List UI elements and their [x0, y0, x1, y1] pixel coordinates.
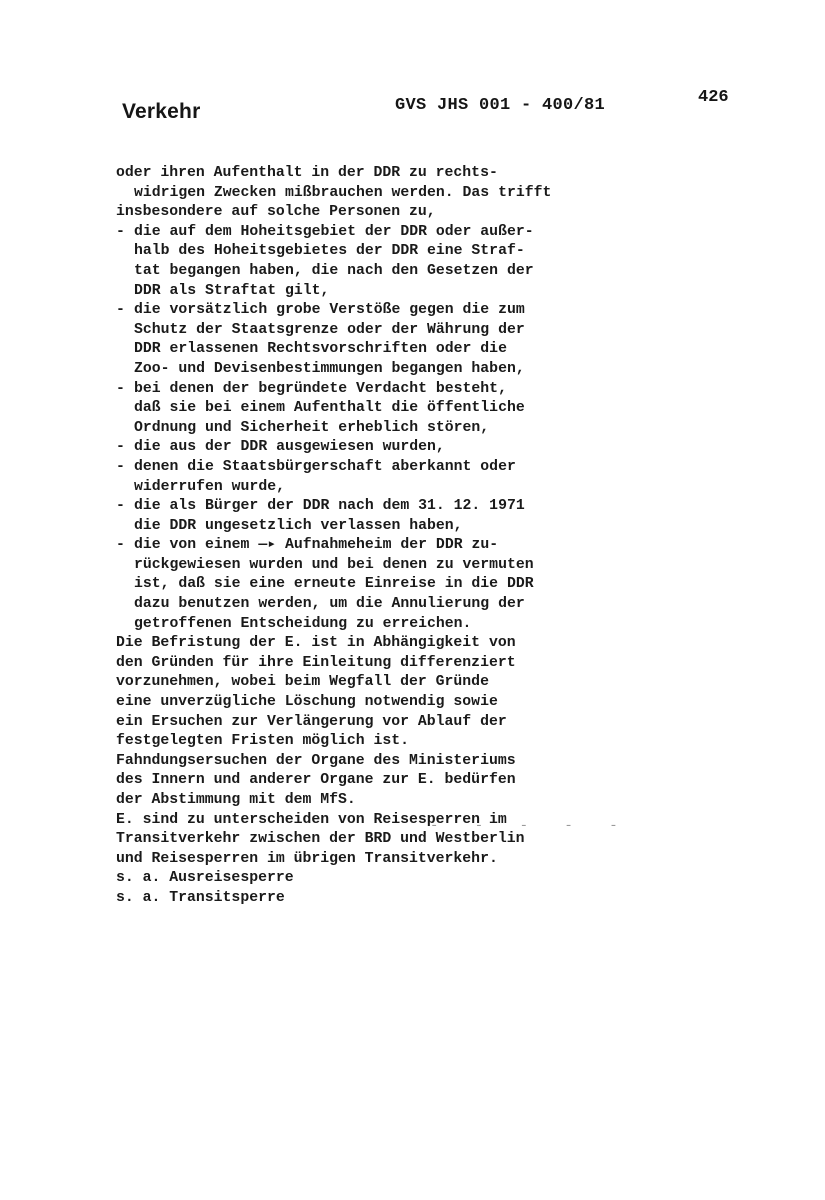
list-item-text: die vorsätzlich grobe Verstöße gegen die zum [134, 302, 525, 319]
text-line: Transitverkehr zwischen der BRD und Westberlin [116, 831, 525, 848]
text-line: festgelegten Fristen möglich ist. [116, 733, 410, 750]
text-line: der Abstimmung mit dem MfS. [116, 792, 356, 808]
text-line: getroffenen Entscheidung zu erreichen. [134, 615, 472, 632]
list-item [116, 536, 596, 556]
text-line: insbesondere auf solche Personen zu, [116, 204, 436, 221]
section-title: Verkehr [122, 100, 201, 123]
see-also-reference: s. a. Transitsperre [116, 889, 285, 906]
bullet-dash: - [116, 223, 125, 240]
text-line: dazu benutzen werden, um die Annulierung der [134, 596, 525, 613]
list-item [116, 301, 596, 321]
bullet-dash: - [116, 458, 125, 475]
text-line: Zoo- und Devisenbestimmungen begangen haben, [134, 360, 525, 377]
text-line: tat begangen haben, die nach den Gesetzen der [134, 262, 534, 279]
list-item [116, 380, 596, 400]
text-line: Die Befristung der E. ist in Abhängigkeit von [116, 635, 516, 652]
see-also-reference: s. a. Ausreisesperre [116, 870, 294, 887]
text-line: oder ihren Aufenthalt in der DDR zu rechts- [116, 165, 498, 181]
text-line: den Gründen für ihre Einleitung differenziert [116, 654, 516, 671]
text-line: vorzunehmen, wobei beim Wegfall der Gründe [116, 674, 489, 691]
text-line: eine unverzügliche Löschung notwendig sowie [116, 694, 498, 711]
list-item-text: die von einem —▸ Aufnahmeheim der DDR zu- [134, 537, 499, 554]
list-item-text: die als Bürger der DDR nach dem 31. 12. 1971 [134, 498, 525, 515]
text-line: ist, daß sie eine erneute Einreise in die DDR [134, 576, 534, 593]
bullet-dash: - [116, 498, 125, 515]
bullet-dash: - [116, 302, 125, 319]
list-item [116, 458, 596, 478]
bullet-dash: - [116, 380, 125, 397]
text-line: halb des Hoheitsgebietes der DDR eine Straf- [134, 243, 525, 260]
page-number: 426 [698, 88, 729, 107]
text-line: ein Ersuchen zur Verlängerung vor Ablauf der [116, 713, 507, 730]
body-text [116, 164, 596, 909]
text-line: Ordnung und Sicherheit erheblich stören, [134, 419, 490, 436]
list-item [116, 497, 596, 517]
footer-marks: - - - - - [430, 818, 632, 834]
text-line: Schutz der Staatsgrenze oder der Währung der [134, 321, 525, 338]
text-line: und Reisesperren im übrigen Transitverkehr. [116, 850, 498, 867]
text-line: die DDR ungesetzlich verlassen haben, [134, 517, 463, 534]
list-item-text: die aus der DDR ausgewiesen wurden, [134, 439, 445, 456]
text-line: widrigen Zwecken mißbrauchen werden. Das trifft [134, 184, 552, 201]
text-line: widerrufen wurde, [134, 478, 285, 495]
text-line: DDR als Straftat gilt, [134, 282, 330, 299]
list-item-text: bei denen der begründete Verdacht besteht, [134, 380, 507, 397]
list-item [116, 438, 596, 458]
list-item-text: denen die Staatsbürgerschaft aberkannt oder [134, 458, 516, 475]
bullet-dash: - [116, 537, 125, 554]
list-item [116, 223, 596, 243]
text-line: DDR erlassenen Rechtsvorschriften oder die [134, 341, 507, 358]
text-line: daß sie bei einem Aufenthalt die öffentliche [134, 400, 525, 417]
text-line: des Innern und anderer Organe zur E. bedürfen [116, 772, 516, 789]
text-line: E. sind zu unterscheiden von Reisesperren im [116, 811, 507, 828]
text-line: rückgewiesen wurden und bei denen zu vermuten [134, 556, 534, 573]
text-line: Fahndungsersuchen der Organe des Ministeriums [116, 752, 516, 769]
bullet-dash: - [116, 439, 125, 456]
document-reference: GVS JHS 001 - 400/81 [395, 96, 606, 115]
list-item-text: die auf dem Hoheitsgebiet der DDR oder außer- [134, 223, 534, 240]
